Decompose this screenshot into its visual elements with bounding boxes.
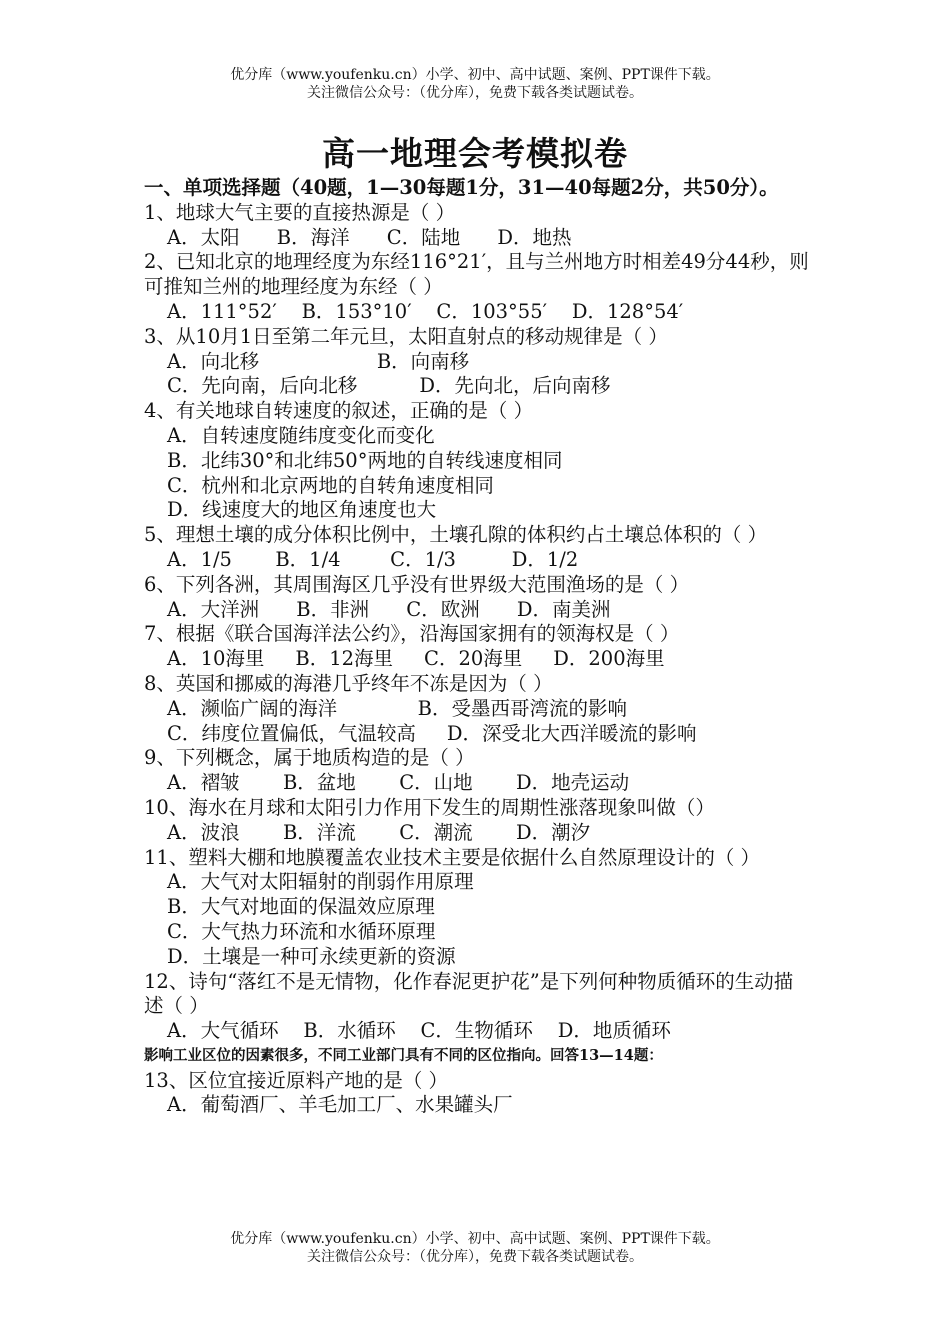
page-title: 高一地理会考模拟卷 [322,134,628,173]
option-b: B．大气对地面的保温效应原理 [167,895,435,919]
question-stem: 7、根据《联合国海洋法公约》，沿海国家拥有的领海权是（ ） [144,622,680,646]
option-a: A．大气对太阳辐射的削弱作用原理 [167,870,474,894]
question-6 [144,573,809,623]
question-2 [144,250,809,324]
question-options: A．太阳 B．海洋 C．陆地 D．地热 [167,225,572,249]
question-9 [144,746,809,796]
option-a: A．自转速度随纬度变化而变化 [167,423,435,447]
question-options: A．大洋洲 B．非洲 C．欧洲 D．南美洲 [167,597,611,621]
option-c: C．大气热力环流和水循环原理 [167,919,436,943]
question-stem: 4、有关地球自转速度的叙述，正确的是（ ） [144,399,534,423]
option-d: D．土壤是一种可永续更新的资源 [167,944,456,968]
question-stem: 3、从10月1日至第二年元旦，太阳直射点的移动规律是（ ） [144,324,668,348]
question-stem: 1、地球大气主要的直接热源是（ ） [144,200,456,224]
footer-line-2: 关注微信公众号：（优分库），免费下载各类试题试卷。 [307,1249,643,1265]
option-a: A．葡萄酒厂、羊毛加工厂、水果罐头厂 [167,1093,513,1117]
header-line-2: 关注微信公众号：（优分库），免费下载各类试题试卷。 [307,85,643,101]
question-stem: 6、下列各洲，其周围海区几乎没有世界级大范围渔场的是（ ） [144,572,690,596]
question-stem: 10、海水在月球和太阳引力作用下发生的周期性涨落现象叫做（） [144,795,715,819]
question-7 [144,622,809,672]
exam-body [144,176,809,1118]
question-3 [144,325,809,399]
question-stem: 12、诗句“落红不是无情物，化作春泥更护花”是下列何种物质循环的生动描述（ ） [144,969,794,1018]
question-options: A．1/5 B．1/4 C．1/3 D．1/2 [167,547,579,571]
question-4 [144,399,809,523]
question-options: A．濒临广阔的海洋 B．受墨西哥湾流的影响 [167,696,627,720]
question-options: A．10海里 B．12海里 C．20海里 D．200海里 [167,647,665,671]
option-d: D．线速度大的地区角速度也大 [167,498,437,522]
option-c: C．杭州和北京两地的自转角速度相同 [167,473,494,497]
question-stem: 8、英国和挪威的海港几乎终年不冻是因为（ ） [144,671,553,695]
question-options: A．褶皱 B．盆地 C．山地 D．地壳运动 [167,771,630,795]
question-stem: 13、区位宜接近原料产地的是（ ） [144,1068,449,1092]
question-1 [144,201,809,251]
question-options: A．大气循环 B．水循环 C．生物循环 D．地质循环 [167,1019,671,1043]
group-note: 影响工业区位的因素很多，不同工业部门具有不同的区位指向。回答13—14题： [144,1046,663,1064]
page-header [0,66,950,102]
page-footer [0,1230,950,1266]
question-stem: 9、下列概念，属于地质构造的是（ ） [144,746,475,770]
question-options: C．先向南，后向北移 D．先向北，后向南移 [167,374,611,398]
question-stem: 2、已知北京的地理经度为东经116°21′，且与兰州地方时相差49分44秒，则可推知兰州的地理经度为东经（ ） [144,250,809,299]
question-options: C．纬度位置偏低，气温较高 D．深受北大西洋暖流的影响 [167,721,697,745]
footer-line-1: 优分库（www.youfenku.cn）小学、初中、高中试题、案例、PPT课件下载。 [230,1231,720,1247]
question-11 [144,846,809,970]
question-stem: 5、理想土壤的成分体积比例中，土壤孔隙的体积约占土壤总体积的（ ） [144,523,768,547]
question-12 [144,970,809,1044]
question-options: A．波浪 B．洋流 C．潮流 D．潮汐 [167,820,591,844]
question-5 [144,523,809,573]
question-stem: 11、塑料大棚和地膜覆盖农业技术主要是依据什么自然原理设计的（ ） [144,845,761,869]
question-8 [144,672,809,746]
question-10 [144,796,809,846]
header-line-1: 优分库（www.youfenku.cn）小学、初中、高中试题、案例、PPT课件下载。 [230,67,720,83]
question-options: A．111°52′ B．153°10′ C．103°55′ D．128°54′ [167,299,684,323]
option-b: B．北纬30°和北纬50°两地的自转线速度相同 [167,448,563,472]
section-heading: 一、单项选择题（40题，1—30每题1分，31—40每题2分，共50分）。 [144,176,779,199]
question-13 [144,1069,809,1119]
question-options: A．向北移 B．向南移 [167,349,470,373]
